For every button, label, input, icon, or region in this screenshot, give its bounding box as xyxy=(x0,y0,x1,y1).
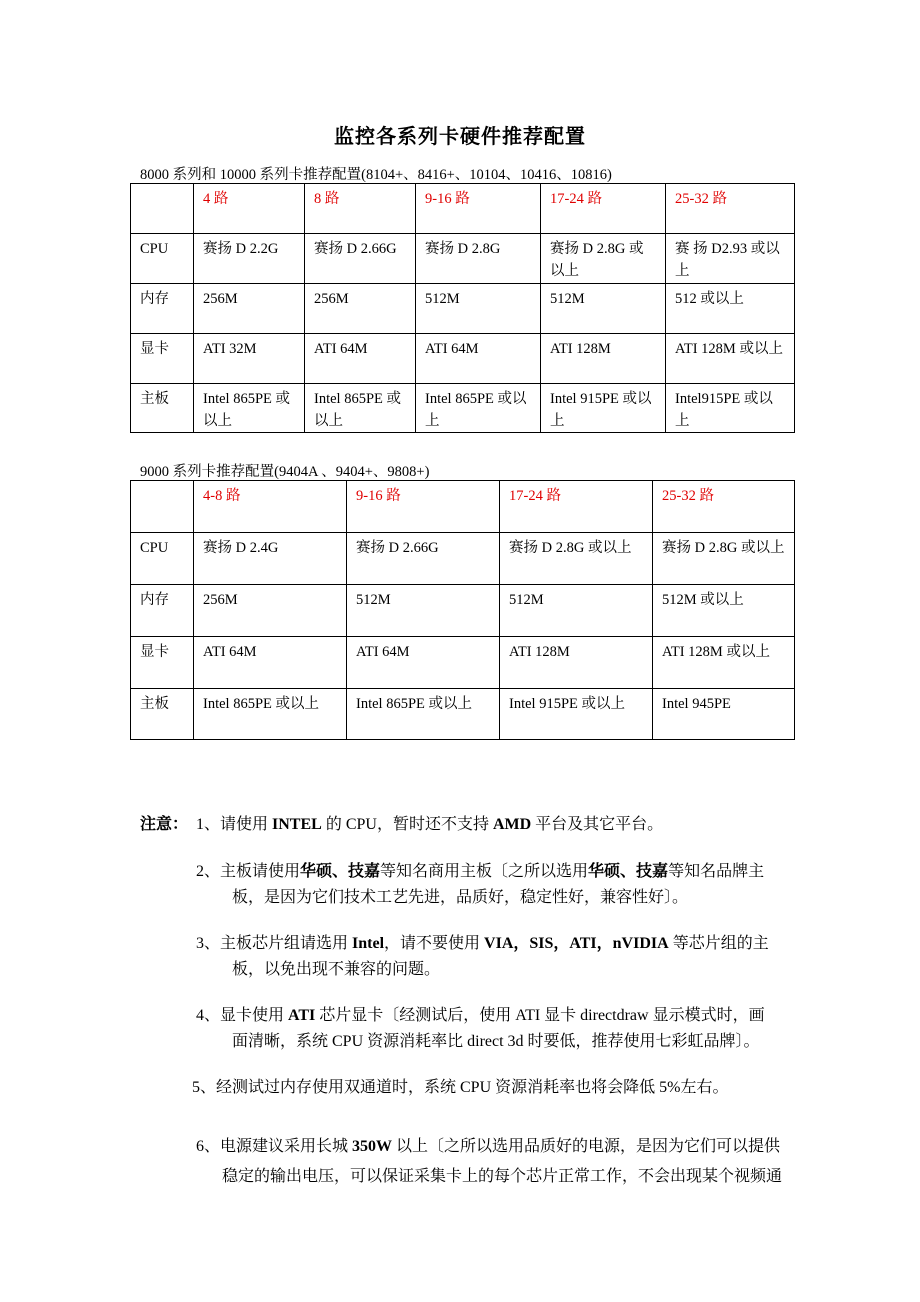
notes-label: 注意： xyxy=(140,816,189,833)
table-cell: Intel 945PE xyxy=(653,689,795,740)
table2-header-cell: 17-24 路 xyxy=(500,481,653,533)
row-label: CPU xyxy=(131,234,194,284)
table-cell: 512M 或以上 xyxy=(653,585,795,637)
table-row xyxy=(131,533,795,585)
note-text: 以上〔之所以选用品质好的电源，是因为它们可以提供 xyxy=(392,1138,781,1155)
note-bold: INTEL xyxy=(272,816,322,833)
table2 xyxy=(130,480,795,740)
table-cell: 512M xyxy=(500,585,653,637)
table1-header-cell: 17-24 路 xyxy=(541,184,666,234)
table-cell: 赛扬 D 2.8G 或以上 xyxy=(541,234,666,284)
table1-header-cell: 9-16 路 xyxy=(416,184,541,234)
note-bold: AMD xyxy=(492,816,532,833)
table1-header-cell: 25-32 路 xyxy=(666,184,795,234)
table-row xyxy=(131,637,795,689)
note-5 xyxy=(192,1075,792,1101)
note-text: 2、主板请使用 xyxy=(196,863,301,880)
table-cell: Intel 915PE 或以上 xyxy=(500,689,653,740)
note-1 xyxy=(196,812,663,838)
note-text: 等知名品牌主 xyxy=(668,863,765,880)
table-cell: Intel 865PE 或以上 xyxy=(347,689,500,740)
table-cell: ATI 64M xyxy=(347,637,500,689)
table-cell: 赛扬 D 2.4G xyxy=(194,533,347,585)
table-cell: ATI 128M xyxy=(541,334,666,384)
table2-header-cell: 25-32 路 xyxy=(653,481,795,533)
table-cell: 256M xyxy=(194,284,305,334)
note-text: 4、显卡使用 xyxy=(196,1007,289,1024)
row-label: 主板 xyxy=(131,384,194,433)
row-label: 内存 xyxy=(131,284,194,334)
note-text: 稳定的输出电压，可以保证采集卡上的每个芯片正常工作，不会出现某个视频通 xyxy=(222,1168,783,1185)
page-title: 监控各系列卡硬件推荐配置 xyxy=(334,126,586,148)
note-text: 5、经测试过内存使用双通道时，系统 CPU 资源消耗率也将会降低 5%左右。 xyxy=(192,1079,729,1096)
note-text: 等芯片组的主 xyxy=(668,935,769,952)
table-cell: 赛扬 D 2.8G 或以上 xyxy=(500,533,653,585)
table-cell: Intel 865PE 或以上 xyxy=(416,384,541,433)
note-bold: VIA，SIS，ATI，nVIDIA xyxy=(484,935,669,952)
table-cell: ATI 128M xyxy=(500,637,653,689)
table-cell: Intel 865PE 或以上 xyxy=(194,689,347,740)
table-row xyxy=(131,334,795,384)
table-cell: 256M xyxy=(305,284,416,334)
table-row xyxy=(131,384,795,433)
table-cell: 赛扬 D 2.2G xyxy=(194,234,305,284)
table1-header-cell: 4 路 xyxy=(194,184,305,234)
note-3 xyxy=(196,931,796,983)
note-bold: Intel xyxy=(352,935,385,952)
table-cell: 512M xyxy=(347,585,500,637)
note-6 xyxy=(196,1134,796,1190)
note-text: ，请不要使用 xyxy=(384,935,485,952)
note-text: 板，以免出现不兼容的问题。 xyxy=(232,961,441,978)
note-text: 板，是因为它们技术工艺先进，品质好，稳定性好，兼容性好〕。 xyxy=(232,889,689,906)
table-cell: Intel 865PE 或以上 xyxy=(194,384,305,433)
table-row xyxy=(131,284,795,334)
table1 xyxy=(130,183,795,433)
row-label: 显卡 xyxy=(131,637,194,689)
note-text: 1、请使用 xyxy=(196,816,273,833)
table-cell: ATI 128M 或以上 xyxy=(666,334,795,384)
table-cell: ATI 64M xyxy=(305,334,416,384)
row-label: 显卡 xyxy=(131,334,194,384)
note-text: 的 CPU，暂时还不支持 xyxy=(321,816,493,833)
note-text: 面清晰，系统 CPU 资源消耗率比 direct 3d 时要低，推荐使用七彩虹品牌〕。 xyxy=(232,1033,760,1050)
note-2 xyxy=(196,859,796,911)
table-cell: 赛扬 D 2.8G xyxy=(416,234,541,284)
note-text: 3、主板芯片组请选用 xyxy=(196,935,353,952)
table-row xyxy=(131,585,795,637)
table-cell: ATI 128M 或以上 xyxy=(653,637,795,689)
table1-header-row xyxy=(131,184,795,234)
table-cell: Intel 865PE 或以上 xyxy=(305,384,416,433)
table-cell: 512 或以上 xyxy=(666,284,795,334)
table2-header-row xyxy=(131,481,795,533)
table-cell: 赛扬 D 2.66G xyxy=(347,533,500,585)
note-text: 平台及其它平台。 xyxy=(531,816,664,833)
table2-header-cell xyxy=(131,481,194,533)
note-text: 芯片显卡〔经测试后，使用 ATI 显卡 directdraw 显示模式时，画 xyxy=(315,1007,765,1024)
table-cell: Intel915PE 或以上 xyxy=(666,384,795,433)
table1-header-cell xyxy=(131,184,194,234)
table-row xyxy=(131,689,795,740)
table-cell: 赛扬 D 2.66G xyxy=(305,234,416,284)
table1-header-cell: 8 路 xyxy=(305,184,416,234)
table-cell: 512M xyxy=(541,284,666,334)
row-label: 内存 xyxy=(131,585,194,637)
note-bold: 华硕、技嘉 xyxy=(300,863,381,880)
note-4 xyxy=(196,1003,796,1055)
table1-caption: 8000 系列和 10000 系列卡推荐配置(8104+、8416+、10104、10416、10816) xyxy=(140,167,612,183)
row-label: 主板 xyxy=(131,689,194,740)
table-cell: ATI 64M xyxy=(194,637,347,689)
table2-header-cell: 4-8 路 xyxy=(194,481,347,533)
table-cell: 256M xyxy=(194,585,347,637)
table2-header-cell: 9-16 路 xyxy=(347,481,500,533)
note-bold: 华硕、技嘉 xyxy=(588,863,669,880)
table-cell: Intel 915PE 或以上 xyxy=(541,384,666,433)
table-cell: ATI 32M xyxy=(194,334,305,384)
table-cell: 512M xyxy=(416,284,541,334)
table-row xyxy=(131,234,795,284)
table-cell: 赛扬 D 2.8G 或以上 xyxy=(653,533,795,585)
row-label: CPU xyxy=(131,533,194,585)
table-cell: ATI 64M xyxy=(416,334,541,384)
table2-caption: 9000 系列卡推荐配置(9404A 、9404+、9808+) xyxy=(140,464,430,480)
note-bold: 350W xyxy=(352,1138,393,1155)
note-bold: ATI xyxy=(288,1007,316,1024)
note-text: 6、电源建议采用长城 xyxy=(196,1138,353,1155)
table-cell: 赛 扬 D2.93 或以上 xyxy=(666,234,795,284)
note-text: 等知名商用主板〔之所以选用 xyxy=(380,863,589,880)
